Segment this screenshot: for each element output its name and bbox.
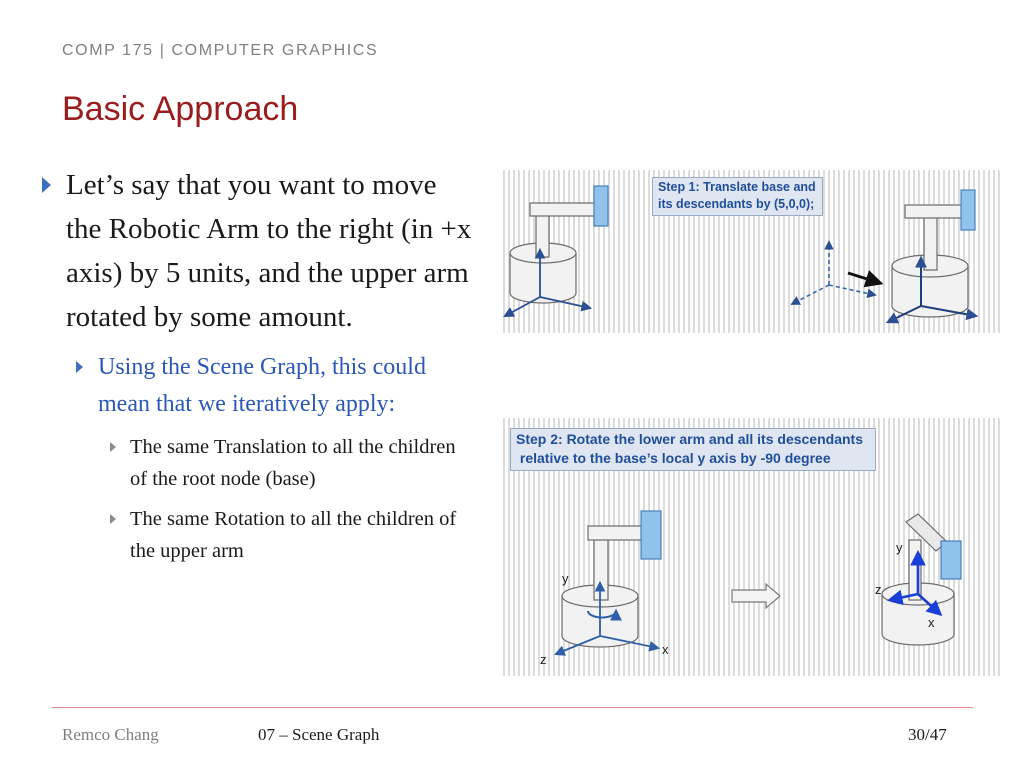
robot-arm-after-rotation	[882, 514, 961, 645]
step1-caption	[652, 177, 823, 216]
bullet-arrow-icon	[110, 514, 116, 524]
right-x-label: x	[928, 615, 935, 630]
step2-caption-line2: relative to the base’s local y axis by -90 degree	[516, 450, 831, 466]
world-axes-dashed	[792, 242, 875, 304]
course-header: COMP 175 | COMPUTER GRAPHICS	[62, 42, 379, 59]
left-z-label: z	[540, 652, 547, 667]
bullet-level3-text: The same Translation to all the children of the root node (base)	[130, 436, 456, 490]
robot-arm-translated	[892, 190, 975, 317]
step1-caption-line1: Step 1: Translate base and	[658, 180, 816, 194]
footer-lecture: 07 – Scene Graph	[258, 725, 380, 744]
step1-caption-line2: its descendants by (5,0,0);	[658, 197, 815, 211]
bullet-arrow-icon	[42, 177, 51, 193]
bullet-arrow-icon	[110, 442, 116, 452]
footer-divider	[52, 707, 973, 708]
bullet-level3	[36, 431, 476, 495]
robot-arm-before-rotation	[562, 511, 661, 647]
bullet-level3	[36, 503, 476, 567]
figure-step1	[500, 170, 1001, 333]
bullet-level2-text: Using the Scene Graph, this could mean that we iteratively apply:	[98, 354, 426, 417]
transition-arrow-icon	[732, 584, 780, 608]
footer-page-number: 30/47	[908, 725, 947, 744]
step2-caption-line1: Step 2: Rotate the lower arm and all its descendants	[516, 431, 863, 447]
bullet-level2	[36, 349, 476, 423]
bullet-level1-text: Let’s say that you want to move the Robotic Arm to the right (in +x axis) by 5 units, and the upper arm rotated by some amount.	[66, 169, 472, 333]
bullet-arrow-icon	[76, 361, 83, 373]
bullet-level1	[36, 163, 476, 339]
robot-arm-original	[510, 186, 608, 303]
slide-title: Basic Approach	[62, 90, 299, 128]
translate-arrow-icon	[848, 273, 880, 283]
figure-step2	[500, 418, 1001, 676]
right-z-label: z	[875, 582, 882, 597]
left-y-label: y	[562, 571, 569, 586]
footer-author: Remco Chang	[62, 725, 159, 744]
right-y-label: y	[896, 540, 903, 555]
left-x-label: x	[662, 642, 669, 657]
bullet-level3-text: The same Rotation to all the children of the upper arm	[130, 508, 457, 562]
step2-caption	[510, 428, 876, 471]
slide-body	[36, 163, 476, 567]
